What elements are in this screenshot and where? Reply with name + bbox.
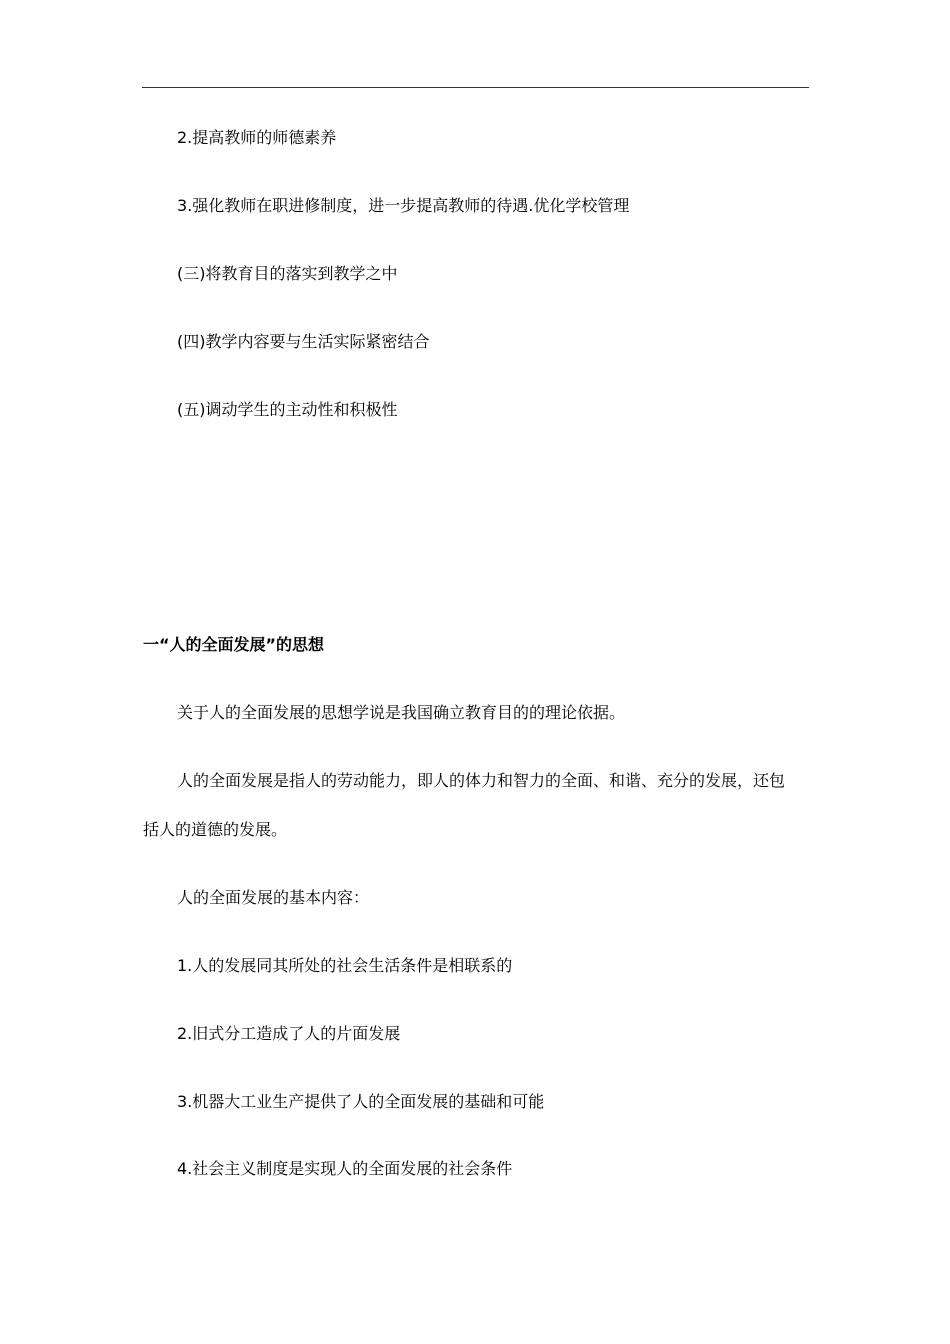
text-line: (四)教学内容要与生活实际紧密结合 [177, 332, 430, 351]
text-line: (三)将教育目的落实到教学之中 [177, 264, 398, 283]
list-item: 4.社会主义制度是实现人的全面发展的社会条件 [177, 1159, 513, 1178]
text-line: 3.强化教师在职进修制度，进一步提高教师的待遇.优化学校管理 [177, 196, 630, 215]
intro-paragraph: 关于人的全面发展的思想学说是我国确立教育目的的理论依据。 [177, 703, 626, 722]
header-rule [142, 87, 809, 88]
text-line: 2.提高教师的师德素养 [177, 128, 337, 147]
section-heading: 一“人的全面发展”的思想 [143, 635, 325, 654]
list-item: 2.旧式分工造成了人的片面发展 [177, 1024, 401, 1043]
list-item: 1.人的发展同其所处的社会生活条件是相联系的 [177, 956, 513, 975]
text-line: (五)调动学生的主动性和积极性 [177, 400, 398, 419]
definition-paragraph-line-2: 括人的道德的发展。 [143, 820, 288, 839]
content-label: 人的全面发展的基本内容： [177, 888, 370, 907]
definition-paragraph-line-1: 人的全面发展是指人的劳动能力，即人的体力和智力的全面、和谐、充分的发展，还包 [177, 771, 786, 790]
list-item: 3.机器大工业生产提供了人的全面发展的基础和可能 [177, 1092, 545, 1111]
